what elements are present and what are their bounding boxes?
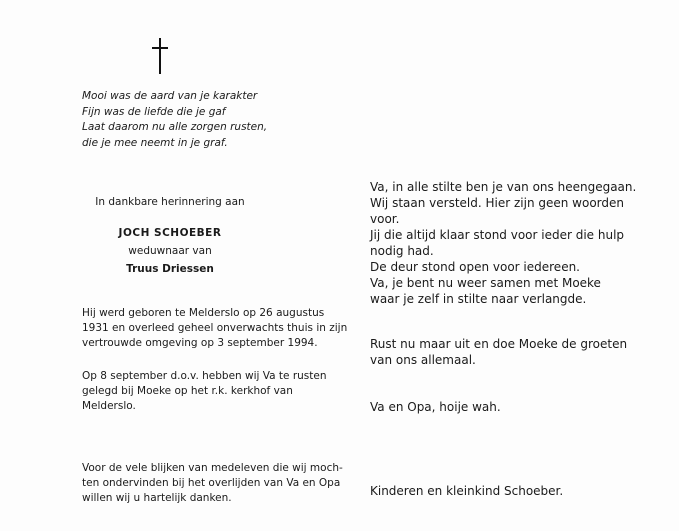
message-line: De deur stond open voor iedereen. <box>370 260 580 274</box>
poem-line: Mooi was de aard van je karakter <box>82 90 258 102</box>
memorial-intro: In dankbare herinnering aan <box>95 196 245 208</box>
message-paragraph <box>370 179 637 307</box>
message-line: Jij die altijd klaar stond voor ieder die hulp <box>370 228 625 242</box>
bio-line: 1931 en overleed geheel onverwachts thuis in zijn <box>82 322 348 334</box>
spouse-name: Truus Driessen <box>126 263 214 275</box>
farewell-text: Va en Opa, hoije wah. <box>370 400 501 414</box>
relation-text: weduwnaar van <box>128 245 212 257</box>
poem-line: Laat daarom nu alle zorgen rusten, <box>82 121 268 133</box>
burial-paragraph <box>82 369 327 414</box>
thanks-line: ten ondervinden bij het overlijden van Va en Opa <box>82 477 341 489</box>
message-line: voor. <box>370 212 400 226</box>
message-line: Wij staan versteld. Hier zijn geen woorden <box>370 196 625 210</box>
poem-line: die je mee neemt in je graf. <box>82 136 228 149</box>
bio-line: Hij werd geboren te Melderslo op 26 augustus <box>82 307 325 319</box>
thanks-line: willen wij u hartelijk danken. <box>82 492 232 504</box>
rest-paragraph <box>370 336 632 368</box>
message-line: waar je zelf in stilte naar verlangde. <box>370 292 587 306</box>
bio-line: vertrouwde omgeving op 3 september 1994. <box>82 337 318 349</box>
poem-line: Fijn was de liefde die je gaf <box>82 105 226 118</box>
deceased-name: JOCH SCHOEBER <box>118 227 222 239</box>
thanks-paragraph <box>82 461 343 506</box>
rest-line: Rust nu maar uit en doe Moeke de groeten <box>370 337 628 351</box>
message-line: nodig had. <box>370 244 434 258</box>
message-line: Va, in alle stilte ben je van ons heengegaan. <box>370 180 637 194</box>
burial-line: gelegd bij Moeke op het r.k. kerkhof van <box>82 385 293 397</box>
message-line: Va, je bent nu weer samen met Moeke <box>370 276 601 290</box>
rest-line: van ons allemaal. <box>370 353 476 367</box>
signature-text: Kinderen en kleinkind Schoeber. <box>370 484 564 498</box>
cross-icon <box>150 38 170 74</box>
thanks-line: Voor de vele blijken van medeleven die wij moch- <box>82 462 343 474</box>
bio-paragraph <box>82 306 348 351</box>
burial-line: Melderslo. <box>82 400 136 412</box>
poem <box>82 89 267 151</box>
burial-line: Op 8 september d.o.v. hebben wij Va te rusten <box>82 370 327 382</box>
